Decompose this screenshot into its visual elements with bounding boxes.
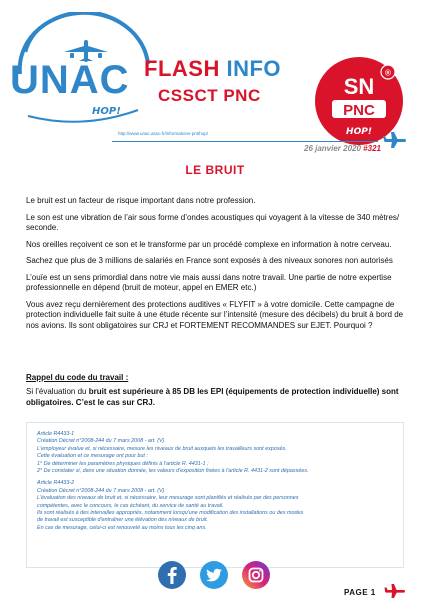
rappel-text	[26, 387, 404, 408]
legal-line: Article R4433-2	[37, 480, 75, 487]
page-title: LE BRUIT	[185, 163, 245, 177]
rappel-text-bold: bruit est supérieure à 85 DB les EPI (équipements de protection individuelle) sont obligatoires. C’est le cas sur CRJ.	[26, 387, 399, 407]
rappel-heading: Rappel du code du travail :	[26, 373, 129, 382]
flash-info-title	[144, 56, 281, 82]
rappel-text-pre: Si l’évaluation du	[26, 387, 89, 396]
airplane-icon	[384, 584, 406, 598]
legal-line: Ils sont réalisés à des intervalles appropriés, notamment lorsqu'une modification des installations ou des modes	[37, 510, 304, 517]
paragraph: L’ouïe est un sens primordial dans notre vie mais aussi dans notre travail. Une partie de notre expertise professionnelle en dépend (bruit de moteur, appel en EMER etc.)	[26, 272, 392, 292]
legal-line: 2° De constater si, dans une situation donnée, les valeurs d'exposition fixées à l'article R. 4431-2 sont dépassées.	[37, 468, 309, 475]
page-number: PAGE 1	[344, 588, 376, 597]
cssct-pnc-subtitle: CSSCT PNC	[158, 86, 261, 105]
snpnc-hop-tag: HOP!	[346, 127, 372, 137]
pnc-text: PNC	[343, 102, 375, 119]
legal-line: Article R4433-1	[37, 431, 75, 437]
unac-logo-text: UNAC	[10, 58, 130, 102]
sn-text: SN	[343, 74, 375, 99]
paragraph: Le son est une vibration de l’air sous forme d’ondes acoustiques qui voyagent à la vitesse de 340 mètres/ seconde.	[26, 212, 400, 232]
legal-line: L'employeur évalue et, si nécessaire, mesure les niveaux de bruit auxquels les travailleurs sont exposés.	[37, 445, 287, 452]
airplane-icon	[382, 132, 408, 148]
flash-word: FLASH	[144, 56, 220, 81]
header-url[interactable]: http://www.unac.asso.fr/informations-pnt/hop/	[118, 131, 209, 136]
article-body	[26, 196, 404, 337]
legal-line: 1° De déterminer les paramètres physiques définis à l'article R. 4431-1 ;	[37, 460, 209, 467]
legal-line: En cas de mesurage, celui-ci est renouvelé au moins tous les cinq ans.	[37, 524, 207, 531]
instagram-icon[interactable]	[241, 560, 271, 590]
unac-hop-tag: HOP!	[92, 106, 121, 117]
legal-line: de travail est susceptible d'entraîner une élévation des niveaux de bruit.	[37, 517, 208, 524]
legal-line: L'évaluation des niveaux de bruit et, si nécessaire, leur mesurage sont planifiés et réalisés par des personnes	[37, 495, 299, 502]
issue-date	[304, 144, 381, 153]
paragraph: Le bruit est un facteur de risque important dans notre profession.	[26, 196, 256, 205]
legal-excerpt	[37, 431, 397, 532]
info-word: INFO	[226, 56, 282, 81]
paragraph: Nos oreilles reçoivent ce son et le transforme par un procédé complexe en information à notre cerveau.	[26, 239, 392, 249]
legal-line: compétentes, avec le concours, le cas échéant, du service de santé au travail.	[37, 502, 224, 509]
paragraph: Sachez que plus de 3 millions de salariés en France sont exposés à des niveaux sonores non autorisés	[26, 256, 393, 265]
date-text: 26 janvier 2020	[304, 144, 361, 153]
legal-line: Création Décret n°2008-244 du 7 mars 2008 - art. (V)	[37, 438, 165, 445]
legal-excerpt-box	[26, 422, 404, 568]
header-divider	[112, 141, 378, 142]
issue-number: #321	[363, 144, 381, 153]
paragraph: Vous avez reçu dernièrement des protections auditives « FLYFIT » à votre domicile. Cette campagne de protection individuelle fait suite à une étude récente sur l’intensité (mesure des décibels) du bruit à bord de nos avions. Ils sont obligatoires sur CRJ et FORTEMENT RECOMMANDES sur EJET. Pourquoi ?	[26, 299, 404, 330]
registered-mark: ®	[385, 68, 391, 78]
legal-line: Cette évaluation et ce mesurage ont pour but :	[37, 453, 148, 460]
twitter-icon[interactable]	[199, 560, 229, 590]
facebook-icon[interactable]	[157, 560, 187, 590]
legal-line: Création Décret n°2008-244 du 7 mars 2008 - art. (V)	[37, 487, 165, 494]
